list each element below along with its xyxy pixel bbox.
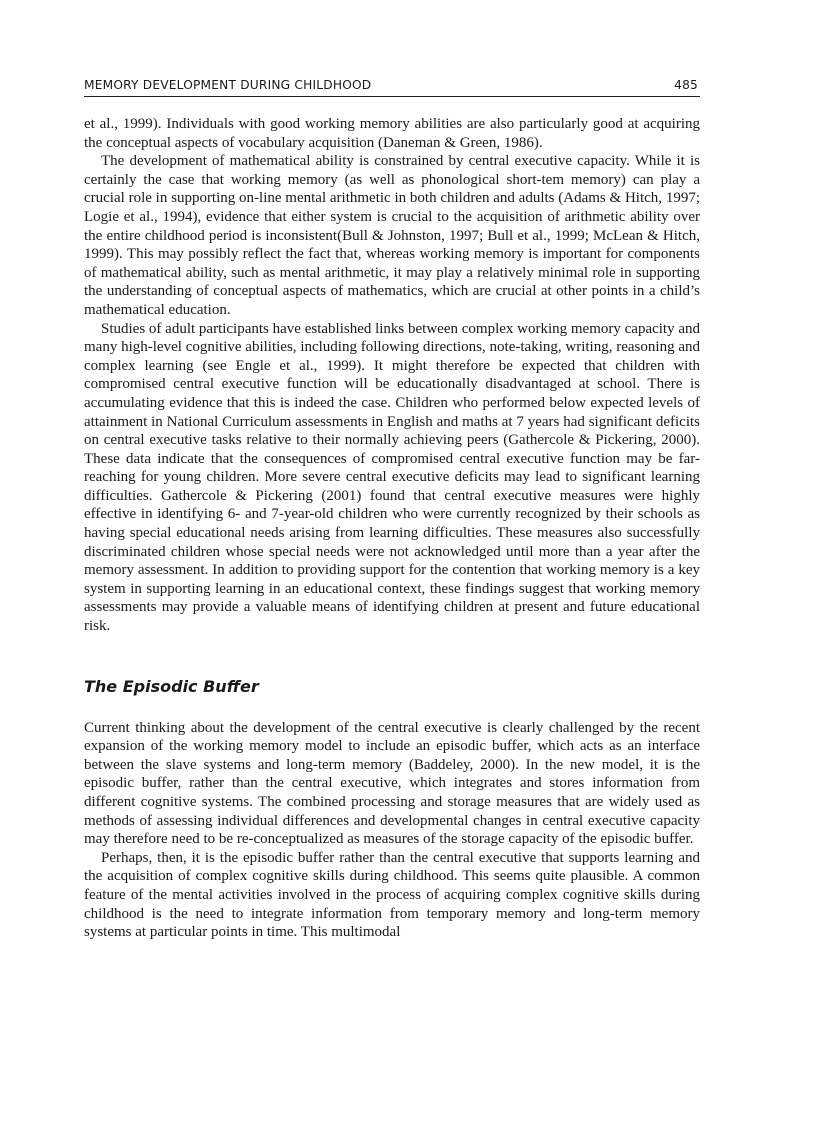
page bbox=[84, 76, 700, 942]
running-head bbox=[84, 76, 700, 97]
paragraph-episodic-buffer-intro: Current thinking about the development of the central executive is clearly challenged by the recent expansion of the working memory model to include an episodic buffer, which acts as an interface between the slave systems and long-term memory (Baddeley, 2000). In the new model, it is the episodic buffer, rather than the central executive, which integrates and stores information from different cognitive systems. The combined processing and storage measures that are widely used as methods of assessing individual differences and developmental changes in central executive capacity may therefore need to be re-conceptualized as measures of the storage capacity of the episodic buffer. bbox=[84, 719, 700, 848]
body-text bbox=[84, 115, 700, 942]
paragraph-continuation: et al., 1999). Individuals with good working memory abilities are also particularly good at acquiring the conceptual aspects of vocabulary acquisition (Daneman & Green, 1986). bbox=[84, 116, 700, 151]
paragraph-episodic-buffer-learning: Perhaps, then, it is the episodic buffer rather than the central executive that supports learning and the acquisition of complex cognitive skills during childhood. This seems quite plausible. A common feature of the mental activities involved in the process of acquiring complex cognitive skills during childhood is the need to integrate information from temporary memory and long-term memory systems at particular points in time. This multimodal bbox=[84, 849, 700, 941]
section-heading: The Episodic Buffer bbox=[84, 676, 259, 696]
running-title: MEMORY DEVELOPMENT DURING CHILDHOOD bbox=[84, 78, 372, 92]
page-number: 485 bbox=[674, 78, 698, 92]
paragraph-educational-risk: Studies of adult participants have established links between complex working memory capacity and many high-level cognitive abilities, including following directions, note-taking, writing, reasoning and complex learning (see Engle et al., 1999). It might therefore be expected that children with compromised central executive function will be educationally disadvantaged at school. There is accumulating evidence that this is indeed the case. Children who performed below expected levels of attainment in National Curriculum assessments in English and maths at 7 years had significant deficits on central executive tasks relative to their normally achieving peers (Gathercole & Pickering, 2000). These data indicate that the consequences of compromised central executive function may be far-reaching for young children. More severe central executive deficits may lead to significant learning difficulties. Gathercole & Pickering (2001) found that central executive measures were highly effective in identifying 6- and 7-year-old children who were currently recognized by their schools as having special educational needs arising from learning difficulties. These measures also successfully discriminated children whose special needs were not acknowledged until more than a year after the memory assessment. In addition to providing support for the contention that working memory is a key system in supporting learning in an educational context, these findings suggest that working memory assessments may provide a valuable means of identifying children at present and future educational risk. bbox=[84, 320, 701, 635]
paragraph-mathematical-ability: The development of mathematical ability is constrained by central executive capacity. While it is certainly the case that working memory (as well as phonological short-tem memory) can play a crucial role in supporting on-line mental arithmetic in both children and adults (Adams & Hitch, 1997; Logie et al., 1994), evidence that either system is crucial to the acquisition of arithmetic ability over the entire childhood period is inconsistent(Bull & Johnston, 1997; Bull et al., 1999; McLean & Hitch, 1999). This may possibly reflect the fact that, whereas working memory is important for components of mathematical ability, such as mental arithmetic, it may play a relatively minimal role in supporting the understanding of conceptual aspects of mathematics, which are crucial at other points in a child’s mathematical education. bbox=[84, 153, 700, 318]
